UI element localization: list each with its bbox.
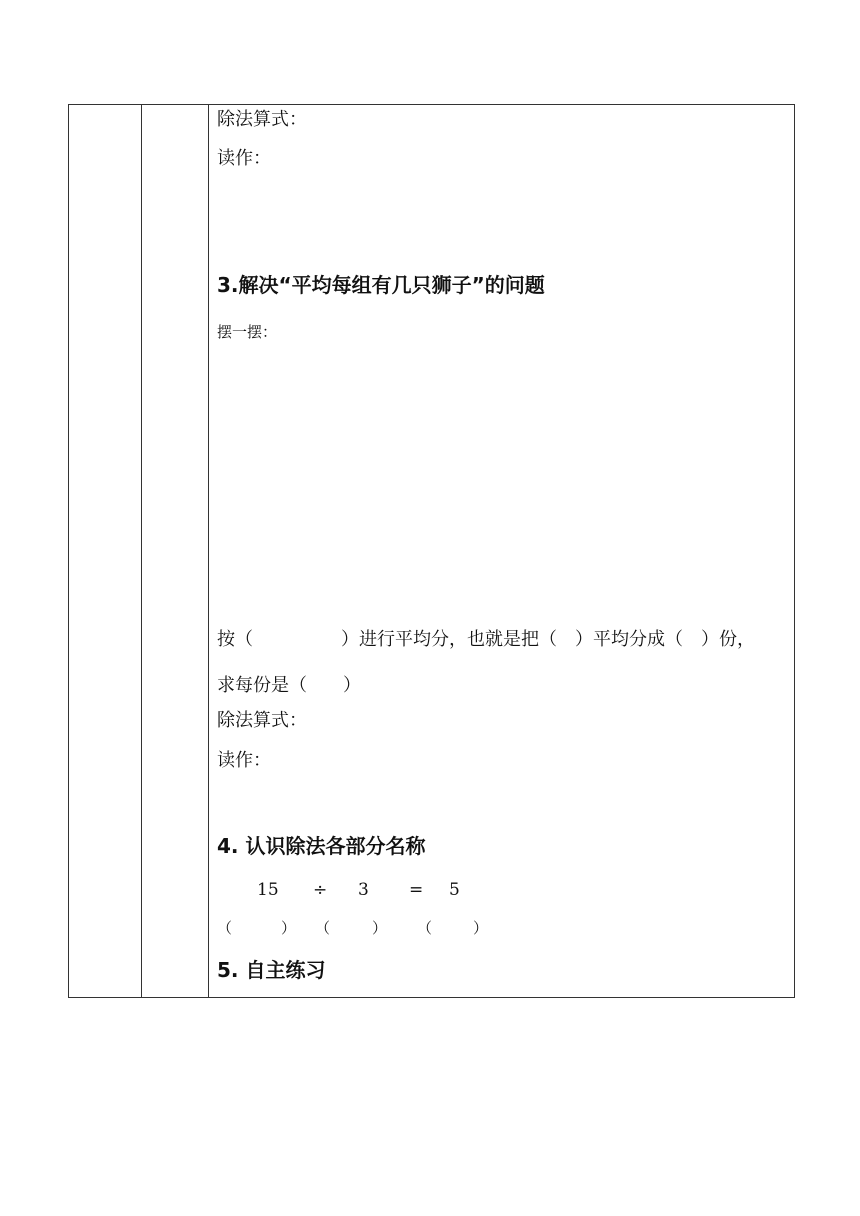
lesson-table: [68, 104, 795, 998]
read-as-label-2: 读作：: [217, 750, 271, 771]
content-cell: [209, 105, 794, 997]
blank-1-open: （: [217, 919, 233, 937]
blank-1-close: ）: [281, 919, 297, 937]
equals-sign: =: [409, 880, 424, 900]
section-heading-5: 5. 自主练习: [217, 958, 326, 982]
name-blanks: [209, 917, 609, 939]
blank-3-open: （: [417, 919, 433, 937]
fill-part-b: ）进行平均分，也就是把（: [341, 629, 557, 650]
blank-2-open: （: [315, 919, 331, 937]
division-formula-label-1: 除法算式：: [217, 109, 307, 130]
section-heading-4: 4. 认识除法各部分名称: [217, 834, 426, 858]
column-divider-1: [141, 105, 142, 997]
fill-part-a: 按（: [217, 629, 253, 650]
division-formula-label-2: 除法算式：: [217, 710, 307, 731]
section-heading-3: 3.解决“平均每组有几只狮子”的问题: [217, 273, 545, 297]
blank-2-close: ）: [372, 919, 388, 937]
fill-in-sentence-1: [217, 629, 755, 651]
divisor: 3: [358, 880, 369, 900]
division-equation: [209, 879, 609, 903]
blank-3-close: ）: [473, 919, 489, 937]
division-sign: ÷: [313, 880, 328, 900]
arrange-label: 摆一摆：: [217, 323, 278, 341]
quotient: 5: [449, 880, 460, 900]
read-as-label-1: 读作：: [217, 148, 271, 169]
fill-in-sentence-2: 求每份是（ ）: [217, 675, 361, 696]
fill-part-d: ）份，: [701, 629, 755, 650]
fill-part-c: ）平均分成（: [575, 629, 683, 650]
dividend: 15: [257, 880, 279, 900]
